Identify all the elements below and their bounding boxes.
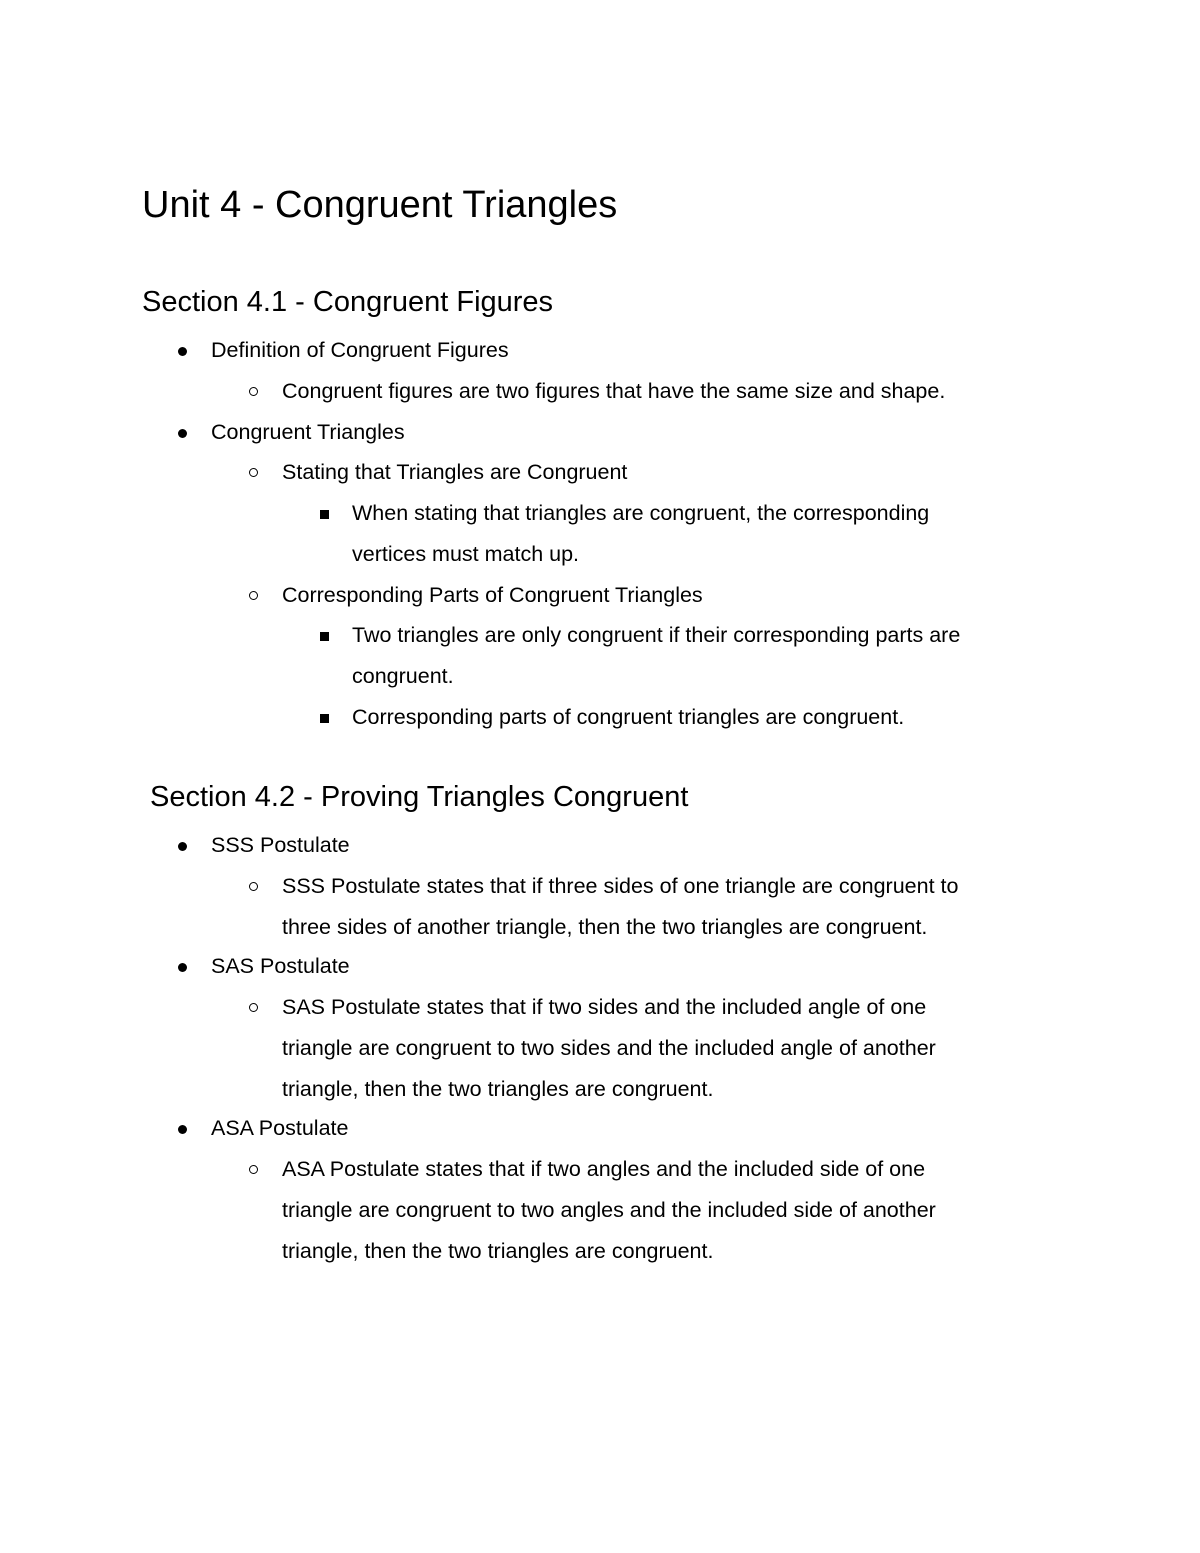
list-item-text: Corresponding parts of congruent triangles are congruent. — [352, 705, 905, 729]
list-item-text: triangle, then the two triangles are congruent. — [282, 1077, 714, 1101]
circle-bullet-icon — [249, 452, 279, 493]
square-bullet-icon — [320, 615, 350, 656]
section-heading: Section 4.2 - Proving Triangles Congruent — [150, 781, 689, 813]
document-title: Unit 4 - Congruent Triangles — [142, 184, 618, 226]
disc-bullet-icon — [178, 1108, 208, 1149]
section-heading: Section 4.1 - Congruent Figures — [142, 286, 554, 318]
list-item-text: SAS Postulate states that if two sides and the included angle of one — [282, 995, 927, 1019]
list-item-text: ASA Postulate states that if two angles and the included side of one — [282, 1157, 926, 1181]
list-item-text: triangle are congruent to two angles and the included side of another — [282, 1198, 936, 1222]
circle-bullet-icon — [249, 987, 279, 1028]
circle-bullet-icon — [249, 866, 279, 907]
list-item-text: triangle, then the two triangles are congruent. — [282, 1239, 714, 1263]
square-bullet-icon — [320, 493, 350, 534]
list-item-text: Congruent Triangles — [211, 420, 405, 444]
circle-bullet-icon — [249, 371, 279, 412]
circle-bullet-icon — [249, 1149, 279, 1190]
list-item-text: ASA Postulate — [211, 1116, 349, 1140]
list-item-text: Two triangles are only congruent if their corresponding parts are — [352, 623, 961, 647]
list-item-text: SSS Postulate — [211, 833, 350, 857]
list-item-text: triangle are congruent to two sides and the included angle of another — [282, 1036, 936, 1060]
list-item-text: vertices must match up. — [352, 542, 580, 566]
disc-bullet-icon — [178, 825, 208, 866]
list-item-text: SAS Postulate — [211, 954, 350, 978]
list-item-text: Congruent figures are two figures that have the same size and shape. — [282, 379, 946, 403]
disc-bullet-icon — [178, 330, 208, 371]
disc-bullet-icon — [178, 412, 208, 453]
circle-bullet-icon — [249, 575, 279, 616]
list-item-text: SSS Postulate states that if three sides of one triangle are congruent to — [282, 874, 959, 898]
disc-bullet-icon — [178, 946, 208, 987]
list-item-text: Stating that Triangles are Congruent — [282, 460, 628, 484]
list-item-text: three sides of another triangle, then the two triangles are congruent. — [282, 915, 928, 939]
list-item-text: Corresponding Parts of Congruent Triangles — [282, 583, 703, 607]
list-item-text: When stating that triangles are congruent, the corresponding — [352, 501, 930, 525]
square-bullet-icon — [320, 697, 350, 738]
list-item-text: Definition of Congruent Figures — [211, 338, 509, 362]
list-item-text: congruent. — [352, 664, 454, 688]
